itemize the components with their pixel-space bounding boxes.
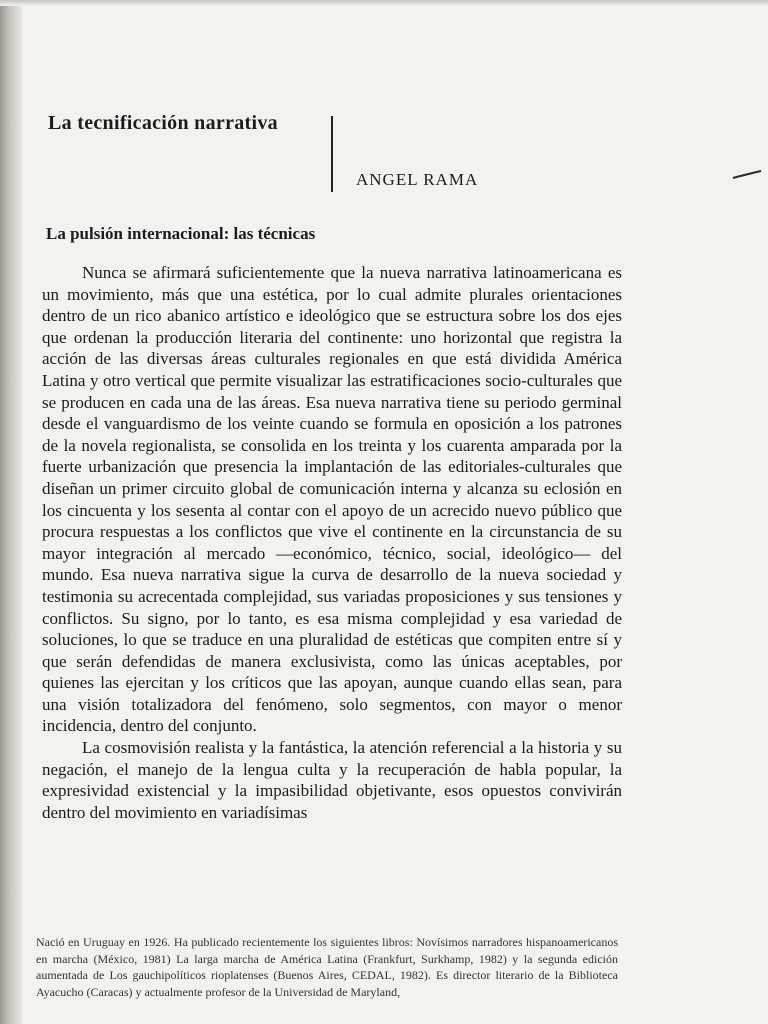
article-title: La tecnificación narrativa: [48, 112, 278, 134]
author-footnote: Nació en Uruguay en 1926. Ha publicado recientemente los siguientes libros: Novísimos narradores hispanoamericanos en marcha (México, 1981) La larga marcha de América Latina (Frankfurt, Surkhamp, 1982) y la segunda edición aumentada de Los gauchipolíticos rioplatenses (Buenos Aires, CEDAL, 1982). Es director literario de la Biblioteca Ayacucho (Caracas) y actualmente profesor de la Universidad de Maryland,: [36, 935, 618, 999]
body-paragraph-2: La cosmovisión realista y la fantástica, la atención referencial a la historia y su negación, el manejo de la lengua culta y la recuperación de habla popular, la expresividad existencial y la impasibilidad objetivante, esos opuestos convivirán dentro del movimiento en variadísimas: [42, 738, 622, 822]
article-author: ANGEL RAMA: [356, 170, 479, 189]
body-paragraph-1: Nunca se afirmará suficientemente que la nueva narrativa latinoamericana es un movimiento, más que una estética, por lo cual admite plurales orientaciones dentro de un rico abanico artístico e ideológico que se estructura sobre los dos ejes que ordenan la producción literaria del continente: uno horizontal que registra la acción de las diversas áreas culturales regionales en que está dividida América Latina y otro vertical que permite visualizar las estratificaciones socio-culturales que se producen en cada una de las áreas. Esa nueva narrativa tiene su periodo germinal desde el vanguardismo de los veinte cuando se formula en oposición a los patrones de la novela regionalista, se consolida en los treinta y los cuarenta amparada por la fuerte urbanización que presencia la implantación de las editoriales-culturales que diseñan un primer circuito global de comunicación interna y alcanza su eclosión en los cincuenta y los sesenta al contar con el apoyo de un acrecido nuevo público que procura respuestas a los conflictos que vive el continente en la circunstancia de su mayor integración al mercado —económico, técnico, social, ideológico— del mundo. Esa nueva narrativa sigue la curva de desarrollo de la nueva sociedad y testimonia su acrecentada complejidad, sus variadas proposiciones y sus tensiones y conflictos. Su signo, por lo tanto, es esa misma complejidad y esa variedad de soluciones, lo que se traduce en una pluralidad de estéticas que compiten entre sí y que serán defendidas de manera exclusivista, como las únicas aceptables, por quienes las ejercitan y los críticos que las apoyan, aunque cuando ellas sean, para una visión totalizadora del fenómeno, solo segmentos, con mayor o menor incidencia, dentro del conjunto.: [42, 263, 622, 736]
page-binding-shadow: [0, 0, 22, 1024]
title-divider-rule: [331, 116, 333, 192]
article-body: [42, 262, 622, 823]
margin-pencil-mark: [732, 170, 762, 180]
page-top-edge: [0, 0, 768, 6]
section-heading: La pulsión internacional: las técnicas: [46, 224, 316, 243]
